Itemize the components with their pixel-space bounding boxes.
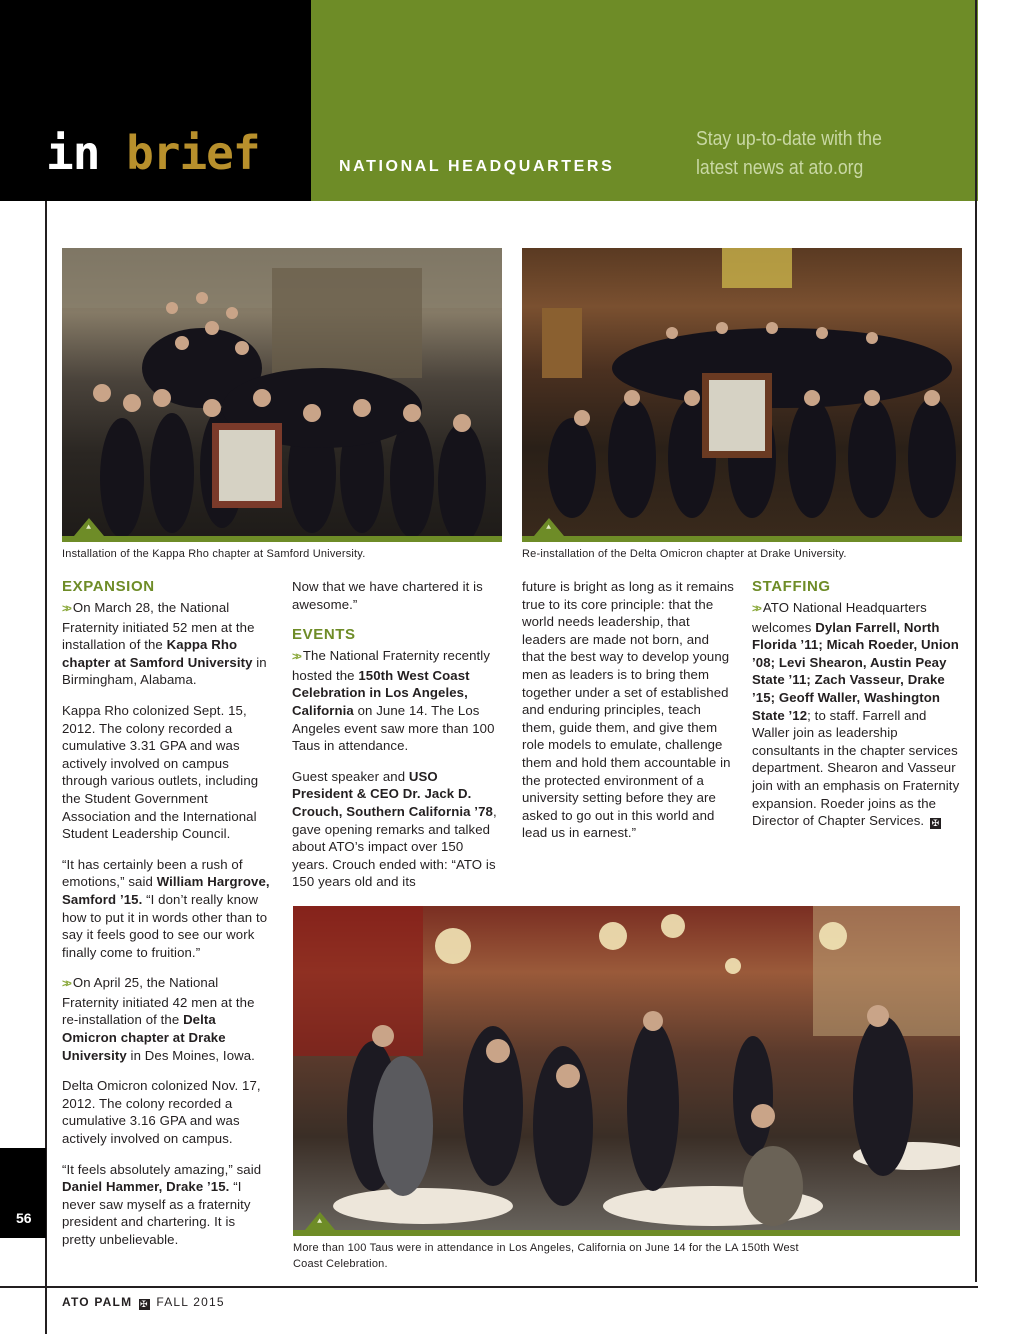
bottom-rule bbox=[0, 1286, 978, 1288]
column-expansion bbox=[62, 578, 272, 1262]
events-paragraph-1: >> The National Fraternity recently hosted the 150th West Coast Celebration in Los Angeles, California on June 14. The Los Angeles event saw more than 100 Taus in attendance. bbox=[292, 648, 495, 754]
brand-word-brief: brief bbox=[126, 126, 260, 180]
photo-delta-omicron-figures bbox=[522, 248, 962, 542]
ato-triangle-icon: ⯅ bbox=[74, 518, 104, 536]
photo2-caption: Re-installation of the Delta Omicron chapter at Drake University. bbox=[522, 548, 847, 560]
expansion-paragraph-6: “It feels absolutely amazing,” said Daniel Hammer, Drake ’15. “I never saw myself as a fraternity president and chartering. It is pretty unbelievable. bbox=[62, 1161, 262, 1247]
right-rule bbox=[975, 0, 977, 1282]
chevron-bullet-icon: >> bbox=[292, 651, 299, 664]
footer bbox=[62, 1295, 225, 1310]
column-events bbox=[292, 578, 502, 904]
section-title: NATIONAL HEADQUARTERS bbox=[339, 158, 615, 175]
expansion-paragraph-3: “It has certainly been a rush of emotions,” said William Hargrove, Samford ’15. “I don’t really know how to put it in words other than to say it feels good to see our work finally come to fruition.” bbox=[62, 856, 270, 960]
heading-events: EVENTS bbox=[292, 626, 356, 644]
ato-triangle-icon: ⯅ bbox=[305, 1212, 335, 1230]
footer-issue: FALL 2015 bbox=[156, 1295, 225, 1309]
staffing-paragraph-1: >> ATO National Headquarters welcomes Dylan Farrell, North Florida ’11; Micah Roeder, Union ’08; Levi Shearon, Austin Peay State ’11; Zach Vasseur, Drake ’15; Geoff Waller, Washington State ’12; to staff. Farrell and Waller join as leadership consultants in the chapter services department. Shearon and Vasseur join with an emphasis on Fraternity expansion. Roeder joins as the Director of Chapter Services. ✠ bbox=[752, 600, 960, 829]
expansion-paragraph-5: Delta Omicron colonized Nov. 17, 2012. The colony recorded a cumulative 3.16 GPA and was actively involved on campus. bbox=[62, 1078, 261, 1147]
promo-line-1: Stay up-to-date with the bbox=[696, 128, 882, 150]
chevron-bullet-icon: >> bbox=[62, 978, 69, 991]
photo-band bbox=[62, 536, 502, 542]
photo-delta-omicron-installation bbox=[522, 248, 962, 542]
heading-staffing: STAFFING bbox=[752, 578, 831, 595]
in-brief-logo bbox=[46, 126, 260, 180]
promo-text bbox=[696, 125, 934, 183]
heading-expansion: EXPANSION bbox=[62, 578, 155, 595]
photo3-caption bbox=[293, 1240, 960, 1272]
page-number: 56 bbox=[16, 1210, 32, 1226]
photo3-caption-line-1: More than 100 Taus were in attendance in Los Angeles, California on June 14 for the LA 150th West bbox=[293, 1242, 799, 1254]
events-paragraph-2: Guest speaker and USO President & CEO Dr. Jack D. Crouch, Southern California ’78, gave opening remarks and talked about ATO’s impact over 150 years. Crouch ended with: “ATO is 150 years old and its bbox=[292, 768, 497, 890]
photo1-caption: Installation of the Kappa Rho chapter at Samford University. bbox=[62, 548, 366, 560]
expansion-paragraph-1: >> On March 28, the National Fraternity initiated 52 men at the installation of the Kappa Rho chapter at Samford University in Birmingham, Alabama. bbox=[62, 600, 267, 688]
photo-band bbox=[522, 536, 962, 542]
promo-line-2: latest news at ato.org bbox=[696, 157, 864, 179]
photo-band bbox=[293, 1230, 960, 1236]
column-staffing bbox=[752, 578, 964, 843]
expansion-paragraph-4: >> On April 25, the National Fraternity initiated 42 men at the re-installation of the Delta Omicron chapter at Drake University in Des Moines, Iowa. bbox=[62, 975, 255, 1063]
events-paragraph-3: future is bright as long as it remains true to its core principle: that the world needs leadership, that leaders are made not born, and that the best way to develop young men as leaders is to bring them together under a set of established and enduring principles, teach them, guide them, and give them role models to emulate, challenge them and hold them accountable in the protected environment of a university setting before they are asked to go out in this world and lead us in earnest.” bbox=[522, 579, 734, 841]
column-events-continued bbox=[522, 578, 734, 855]
ato-triangle-icon: ⯅ bbox=[534, 518, 564, 536]
footer-brand: ATO PALM bbox=[62, 1295, 133, 1309]
photo-la-celebration-figures bbox=[293, 906, 960, 1236]
chevron-bullet-icon: >> bbox=[752, 603, 759, 615]
photo3-caption-line-2: Coast Celebration. bbox=[293, 1258, 388, 1270]
expansion-paragraph-2: Kappa Rho colonized Sept. 15, 2012. The colony recorded a cumulative 3.31 GPA and was actively involved on campus through various outlets, including the Student Government Association and the International Student Leadership Council. bbox=[62, 702, 259, 842]
end-mark-cross-icon: ✠ bbox=[931, 818, 940, 829]
cross-icon: ✠ bbox=[139, 1299, 149, 1309]
brand-word-in: in bbox=[46, 126, 100, 180]
photo-la-celebration bbox=[293, 906, 960, 1236]
photo-kappa-rho-figures bbox=[62, 248, 502, 542]
chevron-bullet-icon: >> bbox=[62, 603, 69, 615]
events-carryover-paragraph: Now that we have chartered it is awesome.” bbox=[292, 579, 483, 612]
photo-kappa-rho-installation bbox=[62, 248, 502, 542]
